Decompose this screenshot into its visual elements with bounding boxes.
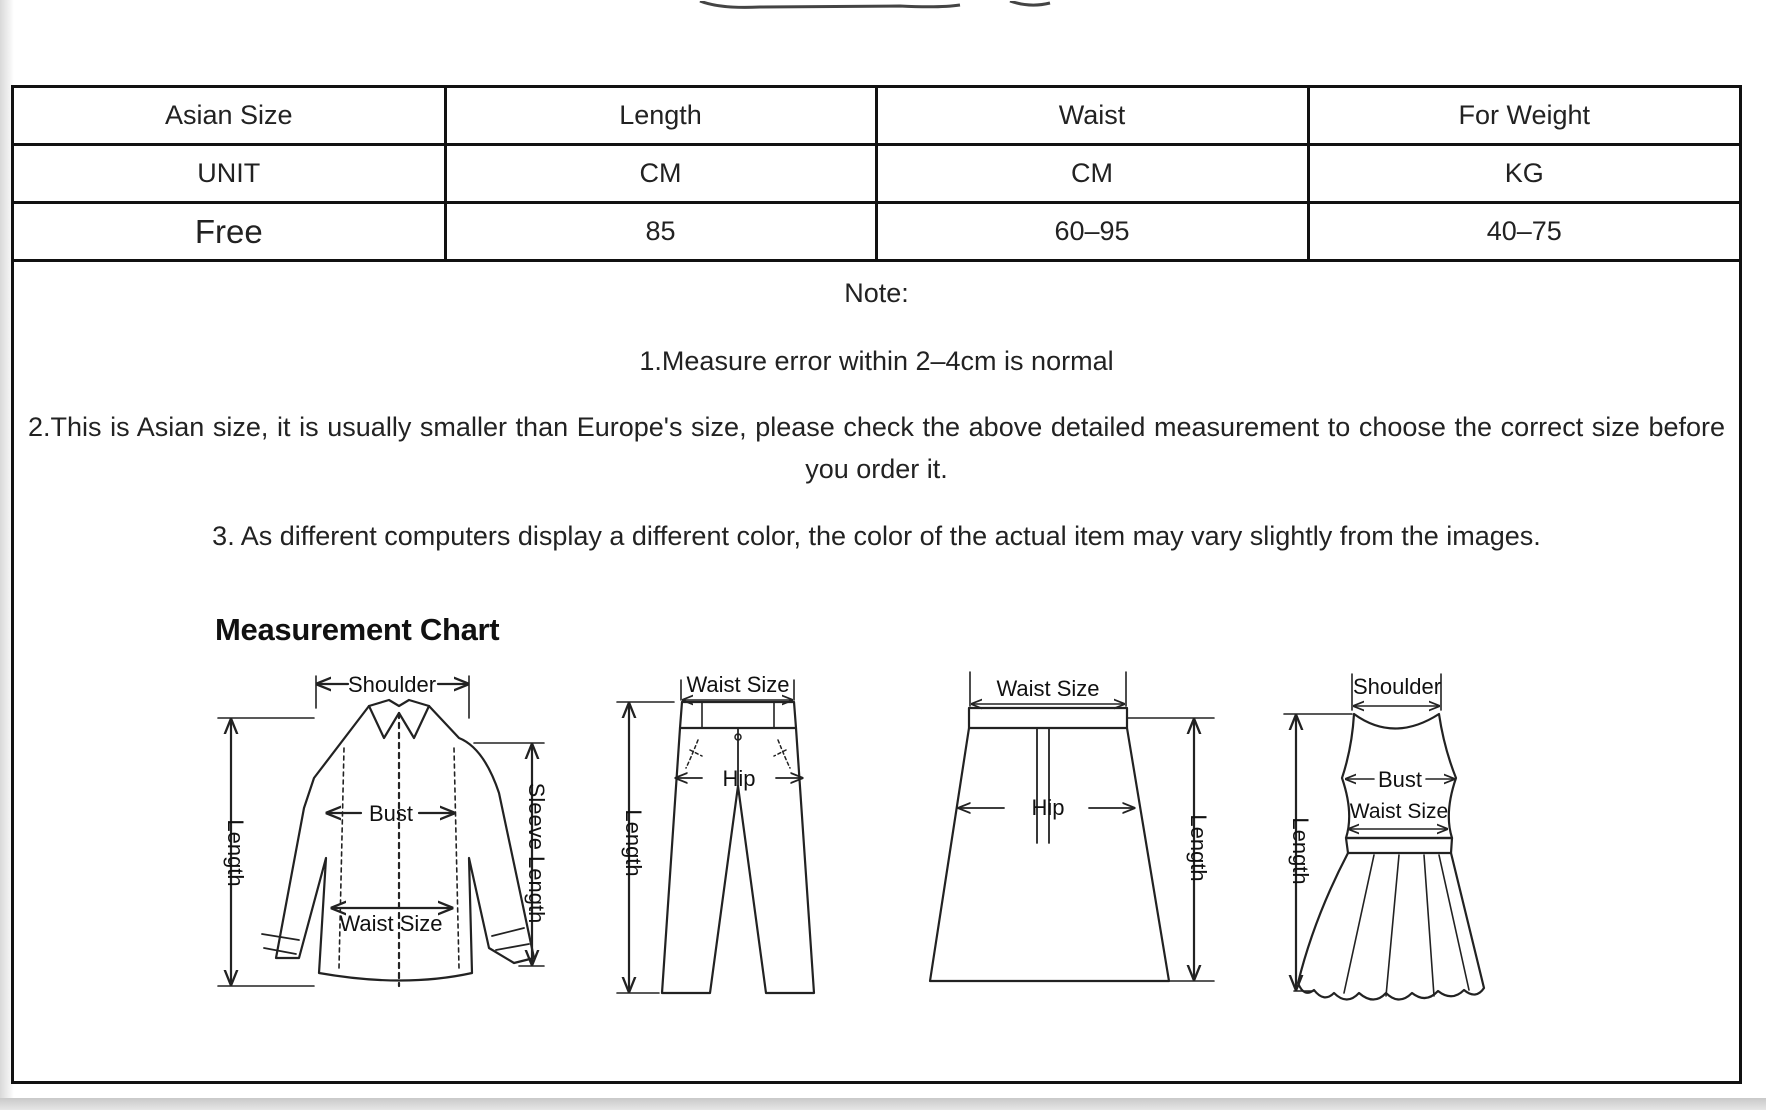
shirt-bust-label: Bust [368,801,414,826]
header-cell: For Weight [1308,88,1739,145]
note-item-1: 1.Measure error within 2–4cm is normal [639,346,1114,376]
note-item-3: 3. As different computers display a different color, the color of the actual item may vary slightly from the images. [212,521,1541,551]
dress-waist-label: Waist Size [1349,800,1449,823]
size-chart-frame [11,85,1742,1084]
shirt-shoulder-label: Shoulder [347,672,437,697]
shirt-waist-label: Waist Size [339,911,443,936]
pants-length-label: Length [621,809,646,877]
header-cell: Length [445,88,876,145]
pants-hip-label: Hip [722,766,756,791]
skirt-diagram [930,672,1214,981]
shirt-diagram [218,672,549,986]
pants-diagram [617,672,814,993]
header-cell: Waist [876,88,1308,145]
top-cropped-image-fragment [0,0,1766,12]
size-cell: Free [14,203,445,261]
header-cell: Asian Size [14,88,445,145]
unit-cell: CM [445,145,876,203]
unit-cell: KG [1308,145,1739,203]
dress-length-label: Length [1288,817,1313,885]
pants-waist-label: Waist Size [686,672,790,697]
dress-diagram [1284,674,1484,1000]
note-item-2: 2.This is Asian size, it is usually smaller than Europe's size, please check the above detailed measurement to choose the correct size before you order it. [28,412,1725,484]
table-cell: 85 [445,203,876,261]
unit-cell: UNIT [14,145,445,203]
measurement-chart-title: Measurement Chart [215,612,500,647]
skirt-hip-label: Hip [1031,795,1065,820]
note-title: Note: [844,278,909,308]
skirt-length-label: Length [1186,814,1211,882]
bottom-scroll-edge [0,1098,1766,1110]
dress-shoulder-label: Shoulder [1352,674,1442,699]
measurement-diagrams [14,88,1739,1081]
shirt-length-label: Length [223,819,248,887]
dress-bust-label: Bust [1377,767,1423,792]
table-cell: 40–75 [1308,203,1739,261]
table-cell: 60–95 [876,203,1308,261]
unit-cell: CM [876,145,1308,203]
shirt-sleeve-label: Sleeve Length [524,782,549,924]
skirt-waist-label: Waist Size [996,676,1100,701]
